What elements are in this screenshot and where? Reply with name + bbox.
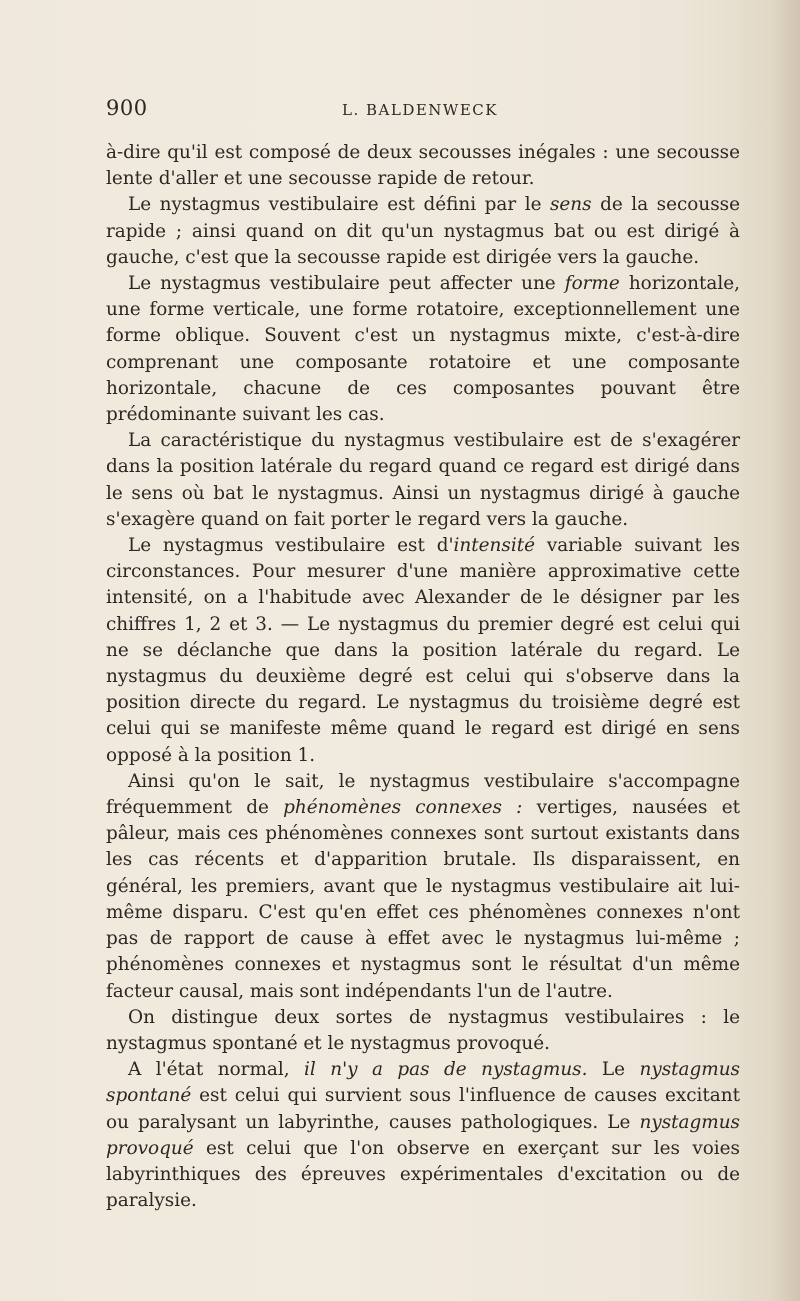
italic-term-sens: sens: [549, 194, 592, 216]
paragraph-intensite: Le nystagmus vestibulaire est d'intensité variable suivant les circonstances. Pour mesurer d'une manière approximative cette intensité, on a l'habitude avec Alexander de le désigner par les chiffres 1, 2 et 3. — Le nystagmus du premier degré est celui qui ne se déclanche que dans la position latérale du regard. Le nystagmus du deuxième degré est celui qui s'observe dans la position directe du regard. Le nystagmus du troisième degré est celui qui se manifeste même quand le regard est dirigé en sens opposé à la position 1.: [106, 535, 740, 766]
italic-term-forme: forme: [564, 273, 620, 295]
paragraph-caracteristique: La caractéristique du nystagmus vestibulaire est de s'exagérer dans la position latérale du regard quand ce regard est dirigé dans le sens où bat le nystagmus. Ainsi un nystagmus dirigé à gauche s'exagère quand on fait porter le regard vers la gauche.: [106, 430, 740, 530]
page-number: 900: [106, 96, 148, 120]
italic-term-nystagmus-spontane: nystagmus spontané: [106, 1059, 740, 1107]
italic-term-nystagmus-provoque: nystagmus provoqué: [106, 1111, 740, 1159]
paragraph-phenomenes-connexes: Ainsi qu'on le sait, le nystagmus vestibulaire s'accompagne fréquemment de phénomènes connexes : vertiges, nausées et pâleur, mais ces phénomènes connexes sont surtout existants dans les cas récents et d'apparition brutale. Ils disparaissent, en général, les premiers, avant que le nystagmus vestibulaire ait lui-même disparu. C'est qu'en effet ces phénomènes connexes n'ont pas de rapport de cause à effet avec le nystagmus lui-même ; phénomènes connexes et nystagmus sont le résultat d'un même facteur causal, mais sont indépendants l'un de l'autre.: [106, 770, 740, 1002]
italic-term-phenomenes-connexes: phénomènes connexes :: [283, 797, 523, 819]
paragraph-continuation: à-dire qu'il est composé de deux secousses inégales : une secousse lente d'aller et une secousse rapide de retour.: [106, 142, 740, 190]
running-head-author: L. BALDENWECK: [342, 101, 498, 119]
italic-phrase-pas-de-nystagmus: il n'y a pas de nystagmus.: [304, 1059, 588, 1081]
page-header: [106, 94, 710, 122]
paragraph-etat-normal: A l'état normal, il n'y a pas de nystagmus. Le nystagmus spontané est celui qui survient sous l'influence de causes excitant ou paralysant un labyrinthe, causes pathologiques. Le nystagmus provoqué est celui que l'on observe en exerçant sur les voies labyrinthiques des épreuves expérimentales d'excitation ou de paralysie.: [106, 1059, 740, 1212]
paragraph-deux-sortes: On distingue deux sortes de nystagmus vestibulaires : le nystagmus spontané et le nystagmus provoqué.: [106, 1006, 740, 1054]
paragraph-sens: Le nystagmus vestibulaire est défini par le sens de la secousse rapide ; ainsi quand on dit qu'un nystagmus bat ou est dirigé à gauche, c'est que la secousse rapide est dirigée vers la gauche.: [106, 194, 740, 268]
italic-term-intensite: intensité: [453, 535, 535, 557]
body-text: [106, 140, 740, 1214]
paragraph-forme: Le nystagmus vestibulaire peut affecter une forme horizontale, une forme verticale, une forme rotatoire, exceptionnellement une forme oblique. Souvent c'est un nystagmus mixte, c'est-à-dire comprenant une composante rotatoire et une composante horizontale, chacune de ces composantes pouvant être prédominante suivant les cas.: [106, 273, 740, 426]
